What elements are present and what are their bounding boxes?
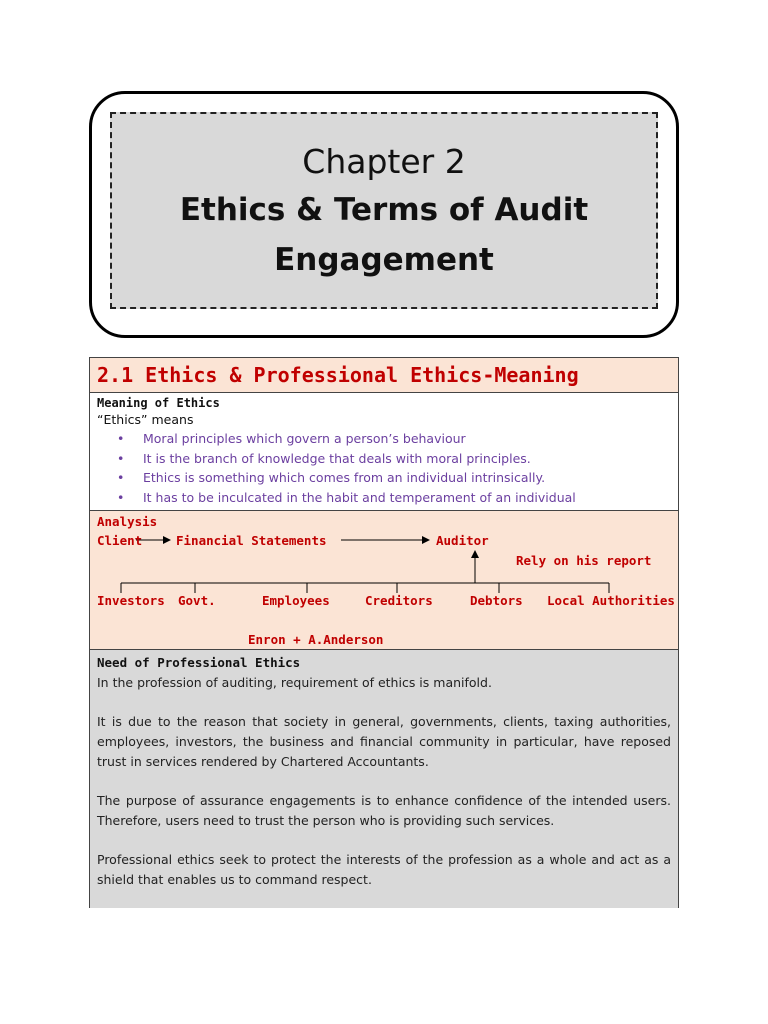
need-heading: Need of Professional Ethics — [97, 655, 301, 670]
chapter-title: Ethics & Terms of Audit Engagement — [179, 192, 589, 278]
client-label: Client — [97, 533, 143, 548]
analysis-diagram — [90, 511, 678, 650]
section-heading: 2.1 Ethics & Professional Ethics-Meaning — [90, 358, 678, 393]
user-investors: Investors — [97, 593, 165, 608]
chapter-title-inner — [110, 112, 658, 309]
rely-on-report-label: Rely on his report — [516, 553, 652, 568]
meaning-bullet-list — [97, 429, 671, 507]
need-paragraph-1: In the profession of auditing, requirement of ethics is manifold. — [97, 675, 492, 690]
ethics-means-intro: “Ethics” means — [97, 412, 194, 427]
financial-statements-label: Financial Statements — [176, 533, 327, 548]
analysis-connector-lines — [90, 511, 678, 650]
meaning-heading: Meaning of Ethics — [97, 396, 220, 410]
user-creditors: Creditors — [365, 593, 433, 608]
list-item — [117, 449, 671, 469]
need-paragraph-3: The purpose of assurance engagements is to enhance confidence of the intended users. Therefore, users need to trust the person who is providing such services. — [97, 793, 671, 828]
auditor-label: Auditor — [436, 533, 489, 548]
list-item — [117, 468, 671, 488]
user-employees: Employees — [262, 593, 330, 608]
list-item — [117, 429, 671, 449]
chapter-title-card — [89, 91, 679, 338]
need-paragraph-4: Professional ethics seek to protect the interests of the profession as a whole and act as a shield that enables us to command respect. — [97, 852, 671, 887]
analysis-heading: Analysis — [97, 514, 158, 529]
bullet-icon: • — [117, 489, 125, 505]
bullet-text: It has to be inculcated in the habit and temperament of an individual — [143, 489, 576, 505]
meaning-of-ethics-block — [90, 393, 678, 511]
list-item — [117, 488, 671, 508]
bullet-text: Ethics is something which comes from an individual intrinsically. — [143, 470, 546, 485]
need-of-professional-ethics-block — [90, 650, 678, 908]
bullet-icon: • — [117, 431, 125, 446]
bullet-icon: • — [117, 470, 125, 485]
user-local-authorities: Local Authorities — [547, 593, 675, 608]
chapter-label: Chapter 2 — [302, 142, 466, 181]
section-ethics-meaning — [89, 357, 679, 908]
user-govt: Govt. — [178, 593, 216, 608]
bullet-text: Moral principles which govern a person’s behaviour — [143, 431, 466, 446]
need-paragraph-2: It is due to the reason that society in general, governments, clients, taxing authorities, employees, investors, the business and financial community in particular, have reposed trust in services rendered by Chartered Accountants. — [97, 714, 671, 769]
user-debtors: Debtors — [470, 593, 523, 608]
bullet-icon: • — [117, 450, 125, 466]
case-example: Enron + A.Anderson — [248, 632, 384, 647]
bullet-text: It is the branch of knowledge that deals with moral principles. — [143, 450, 531, 466]
